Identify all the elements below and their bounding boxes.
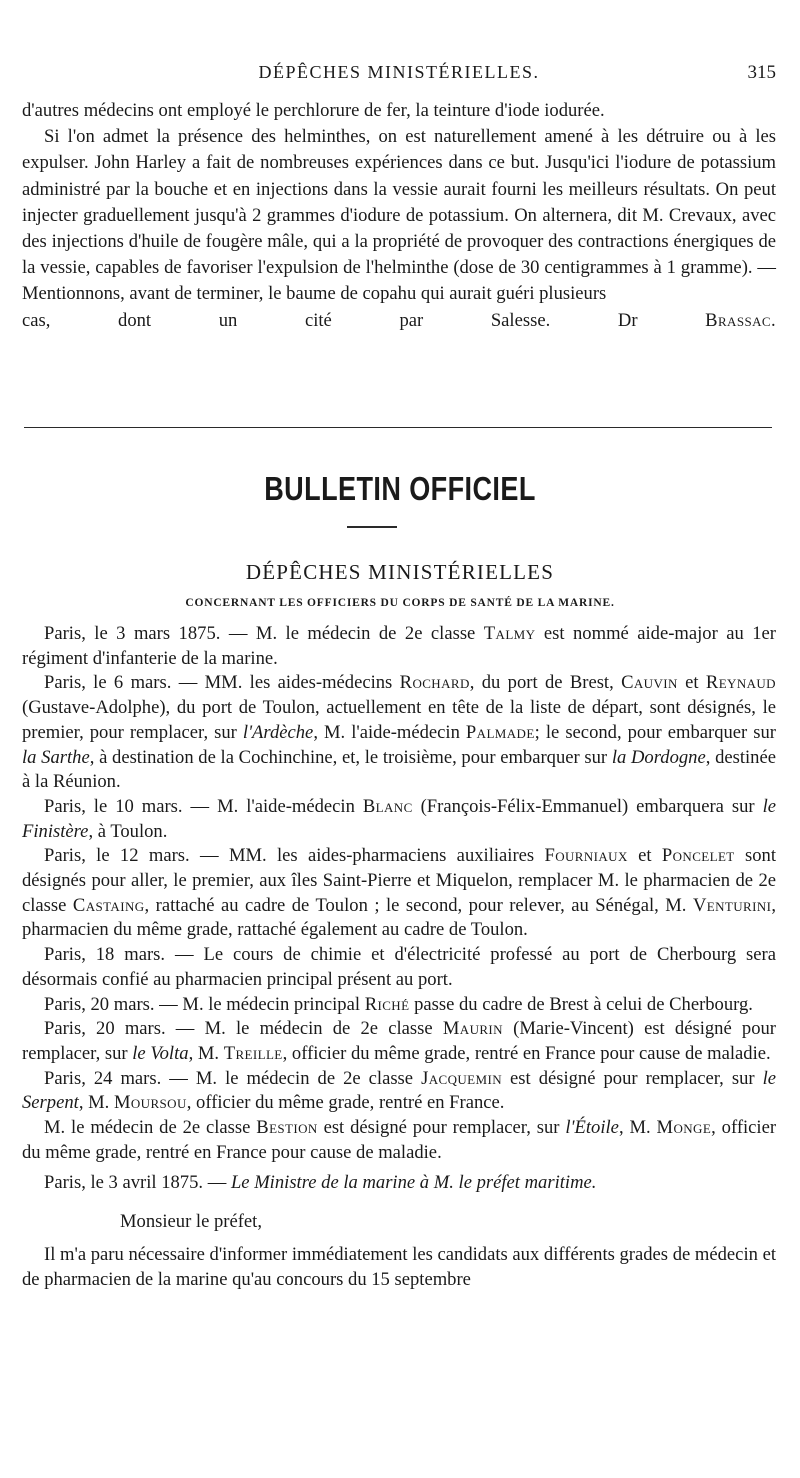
bulletin-title: BULLETIN OFFICIEL	[264, 470, 536, 507]
person-name: Blanc	[362, 795, 413, 817]
person-name: Treille	[223, 1042, 283, 1064]
dispatch	[22, 795, 776, 844]
dispatch-list	[22, 622, 776, 1292]
signature	[618, 310, 776, 331]
signature-line	[22, 308, 776, 334]
letter-salutation: Monsieur le préfet,	[120, 1211, 262, 1233]
text: , du port de Brest,	[469, 672, 614, 694]
text: est désigné pour remplacer, sur	[510, 1067, 755, 1089]
section-divider	[24, 427, 772, 428]
page-number: 315	[747, 62, 776, 83]
text: Paris, 18 mars. — Le cours de chimie et d'électricité professé au port de Cherbourg sera désormais confié au pharmacien principal présent au port.	[22, 944, 776, 990]
signature-name: Brassac.	[705, 309, 777, 331]
text: et	[685, 672, 699, 694]
text: , officier du même grade, rentré en France pour cause de maladie.	[282, 1042, 771, 1064]
person-name: Reynaud	[705, 672, 776, 694]
text: est nommé aide-major au 1er régiment d'infanterie de la marine.	[22, 623, 776, 669]
ship-name: le Finistère	[22, 795, 776, 842]
text: , rattaché au cadre de Toulon ; le second, pour relever, au Sénégal, M.	[144, 894, 687, 916]
letter-paragraph: Il m'a paru nécessaire d'informer immédiatement les candidats aux différents grades de médecin et de pharmacien de la marine qu'au concours du 15 septembre	[22, 1243, 776, 1290]
section-subtitle: CONCERNANT LES OFFICIERS DU CORPS DE SANTÉ DE LA MARINE.	[185, 597, 615, 609]
article-conclusion	[22, 98, 776, 334]
text: et	[638, 845, 652, 867]
signature-title: Dr	[617, 309, 638, 331]
ship-name: la Sarthe	[22, 746, 90, 768]
person-name: Riché	[364, 993, 410, 1015]
text: , M.	[618, 1117, 651, 1139]
dispatch	[22, 1116, 776, 1165]
person-name: Castaing	[72, 894, 145, 916]
running-head	[22, 62, 776, 92]
title-rule	[347, 526, 397, 528]
person-name: Cauvin	[621, 672, 678, 694]
dispatch	[22, 671, 776, 795]
paragraph-text: Si l'on admet la présence des helminthes, on est naturellement amené à les détruire ou à les expulser. John Harley a fait de nombreuses expériences dans ce but. Jusqu'ici l'iodure de potassium administré par la bouche et en injections dans la vessie aurait fourni les meilleurs résultats. On peut injecter graduellement jusqu'à 2 grammes d'iodure de potassium. On alternera, dit M. Crevaux, avec des injections d'huile de fougère mâle, qui a la propriété de provoquer des contractions énergiques de la vessie, capables de favoriser l'expulsion de l'helminthe (dose de 30 centigrammes à 1 gramme). — Mentionnons, avant de terminer, le baume de copahu qui aurait guéri plusieurs	[22, 126, 776, 305]
dispatch	[22, 1067, 776, 1116]
person-name: Monge	[656, 1117, 712, 1139]
text: Paris, le 3 avril 1875. —	[44, 1172, 227, 1194]
person-name: Talmy	[483, 623, 536, 644]
person-name: Poncelet	[661, 845, 735, 867]
text: est désigné pour remplacer, sur	[323, 1117, 560, 1139]
text: M. le médecin de 2e classe	[44, 1117, 251, 1139]
ship-name: le Volta	[132, 1042, 189, 1064]
ship-name: le Serpent	[22, 1067, 777, 1114]
text: , M. l'aide-médecin	[313, 721, 460, 743]
text: Paris, 24 mars. — M. le médecin de 2e classe	[44, 1067, 414, 1089]
person-name: Fourniaux	[544, 845, 628, 867]
ship-name: l'Étoile	[565, 1117, 619, 1139]
text: (Marie-Vincent) est désigné pour remplacer, sur	[22, 1018, 776, 1064]
paragraph-text: cas, dont un cité par Salesse.	[22, 309, 551, 331]
text: Paris, le 10 mars. — M. l'aide-médecin	[44, 795, 355, 817]
text: Paris, le 3 mars 1875. — M. le médecin de 2e classe	[44, 623, 476, 644]
paragraph: d'autres médecins ont employé le perchlorure de fer, la teinture d'iode iodurée.	[22, 100, 605, 121]
text: Paris, 20 mars. — M. le médecin principal	[44, 993, 361, 1015]
person-name: Maurin	[442, 1018, 503, 1040]
person-name: Venturini	[692, 894, 772, 916]
person-name: Moursou	[113, 1092, 187, 1114]
text: passe du cadre de Brest à celui de Cherbourg.	[414, 993, 753, 1015]
text: , à Toulon.	[88, 820, 168, 842]
text: sont désignés pour aller, le premier, aux îles Saint-Pierre et Miquelon, remplacer M. le pharmacien de 2e classe	[22, 845, 776, 916]
ship-name: l'Ardèche	[242, 721, 314, 743]
dispatch	[22, 943, 776, 992]
dispatch	[22, 1017, 776, 1066]
text: Paris, le 6 mars. — MM. les aides-médecins	[44, 672, 393, 694]
ship-name: la Dordogne	[611, 746, 706, 768]
text: , officier du même grade, rentré en France pour cause de maladie.	[22, 1117, 777, 1163]
running-title: DÉPÊCHES MINISTÉRIELLES.	[258, 62, 540, 82]
section-title: DÉPÊCHES MINISTÉRIELLES	[245, 560, 555, 584]
text: , à destination de la Cochinchine, et, le troisième, pour embarquer sur	[89, 746, 608, 768]
dispatch	[22, 622, 776, 671]
text: , officier du même grade, rentré en France.	[186, 1092, 505, 1114]
text: , pharmacien du même grade, rattaché également au cadre de Toulon.	[22, 894, 777, 941]
person-name: Bestion	[256, 1117, 318, 1139]
text: (Gustave-Adolphe), du port de Toulon, actuellement en tête de la liste de départ, sont désignés, le premier, pour remplacer, sur	[22, 697, 776, 743]
dispatch	[22, 993, 776, 1018]
paragraph	[22, 124, 776, 307]
letter-heading: Le Ministre de la marine à M. le préfet maritime.	[230, 1172, 597, 1194]
person-name: Rochard	[399, 672, 470, 694]
text: , destinée à la Réunion.	[22, 746, 776, 793]
text: Paris, le 12 mars. — MM. les aides-pharmaciens auxiliaires	[44, 845, 535, 867]
person-name: Palmade	[465, 721, 535, 743]
text: , M.	[78, 1092, 110, 1114]
dispatch	[22, 1171, 776, 1196]
text: ; le second, pour embarquer sur	[534, 721, 777, 743]
text: , M.	[188, 1042, 220, 1064]
text: (François-Félix-Emmanuel) embarquera sur	[420, 795, 755, 817]
dispatch	[22, 844, 776, 943]
text: Paris, 20 mars. — M. le médecin de 2e classe	[44, 1018, 433, 1040]
person-name: Jacquemin	[421, 1067, 502, 1089]
